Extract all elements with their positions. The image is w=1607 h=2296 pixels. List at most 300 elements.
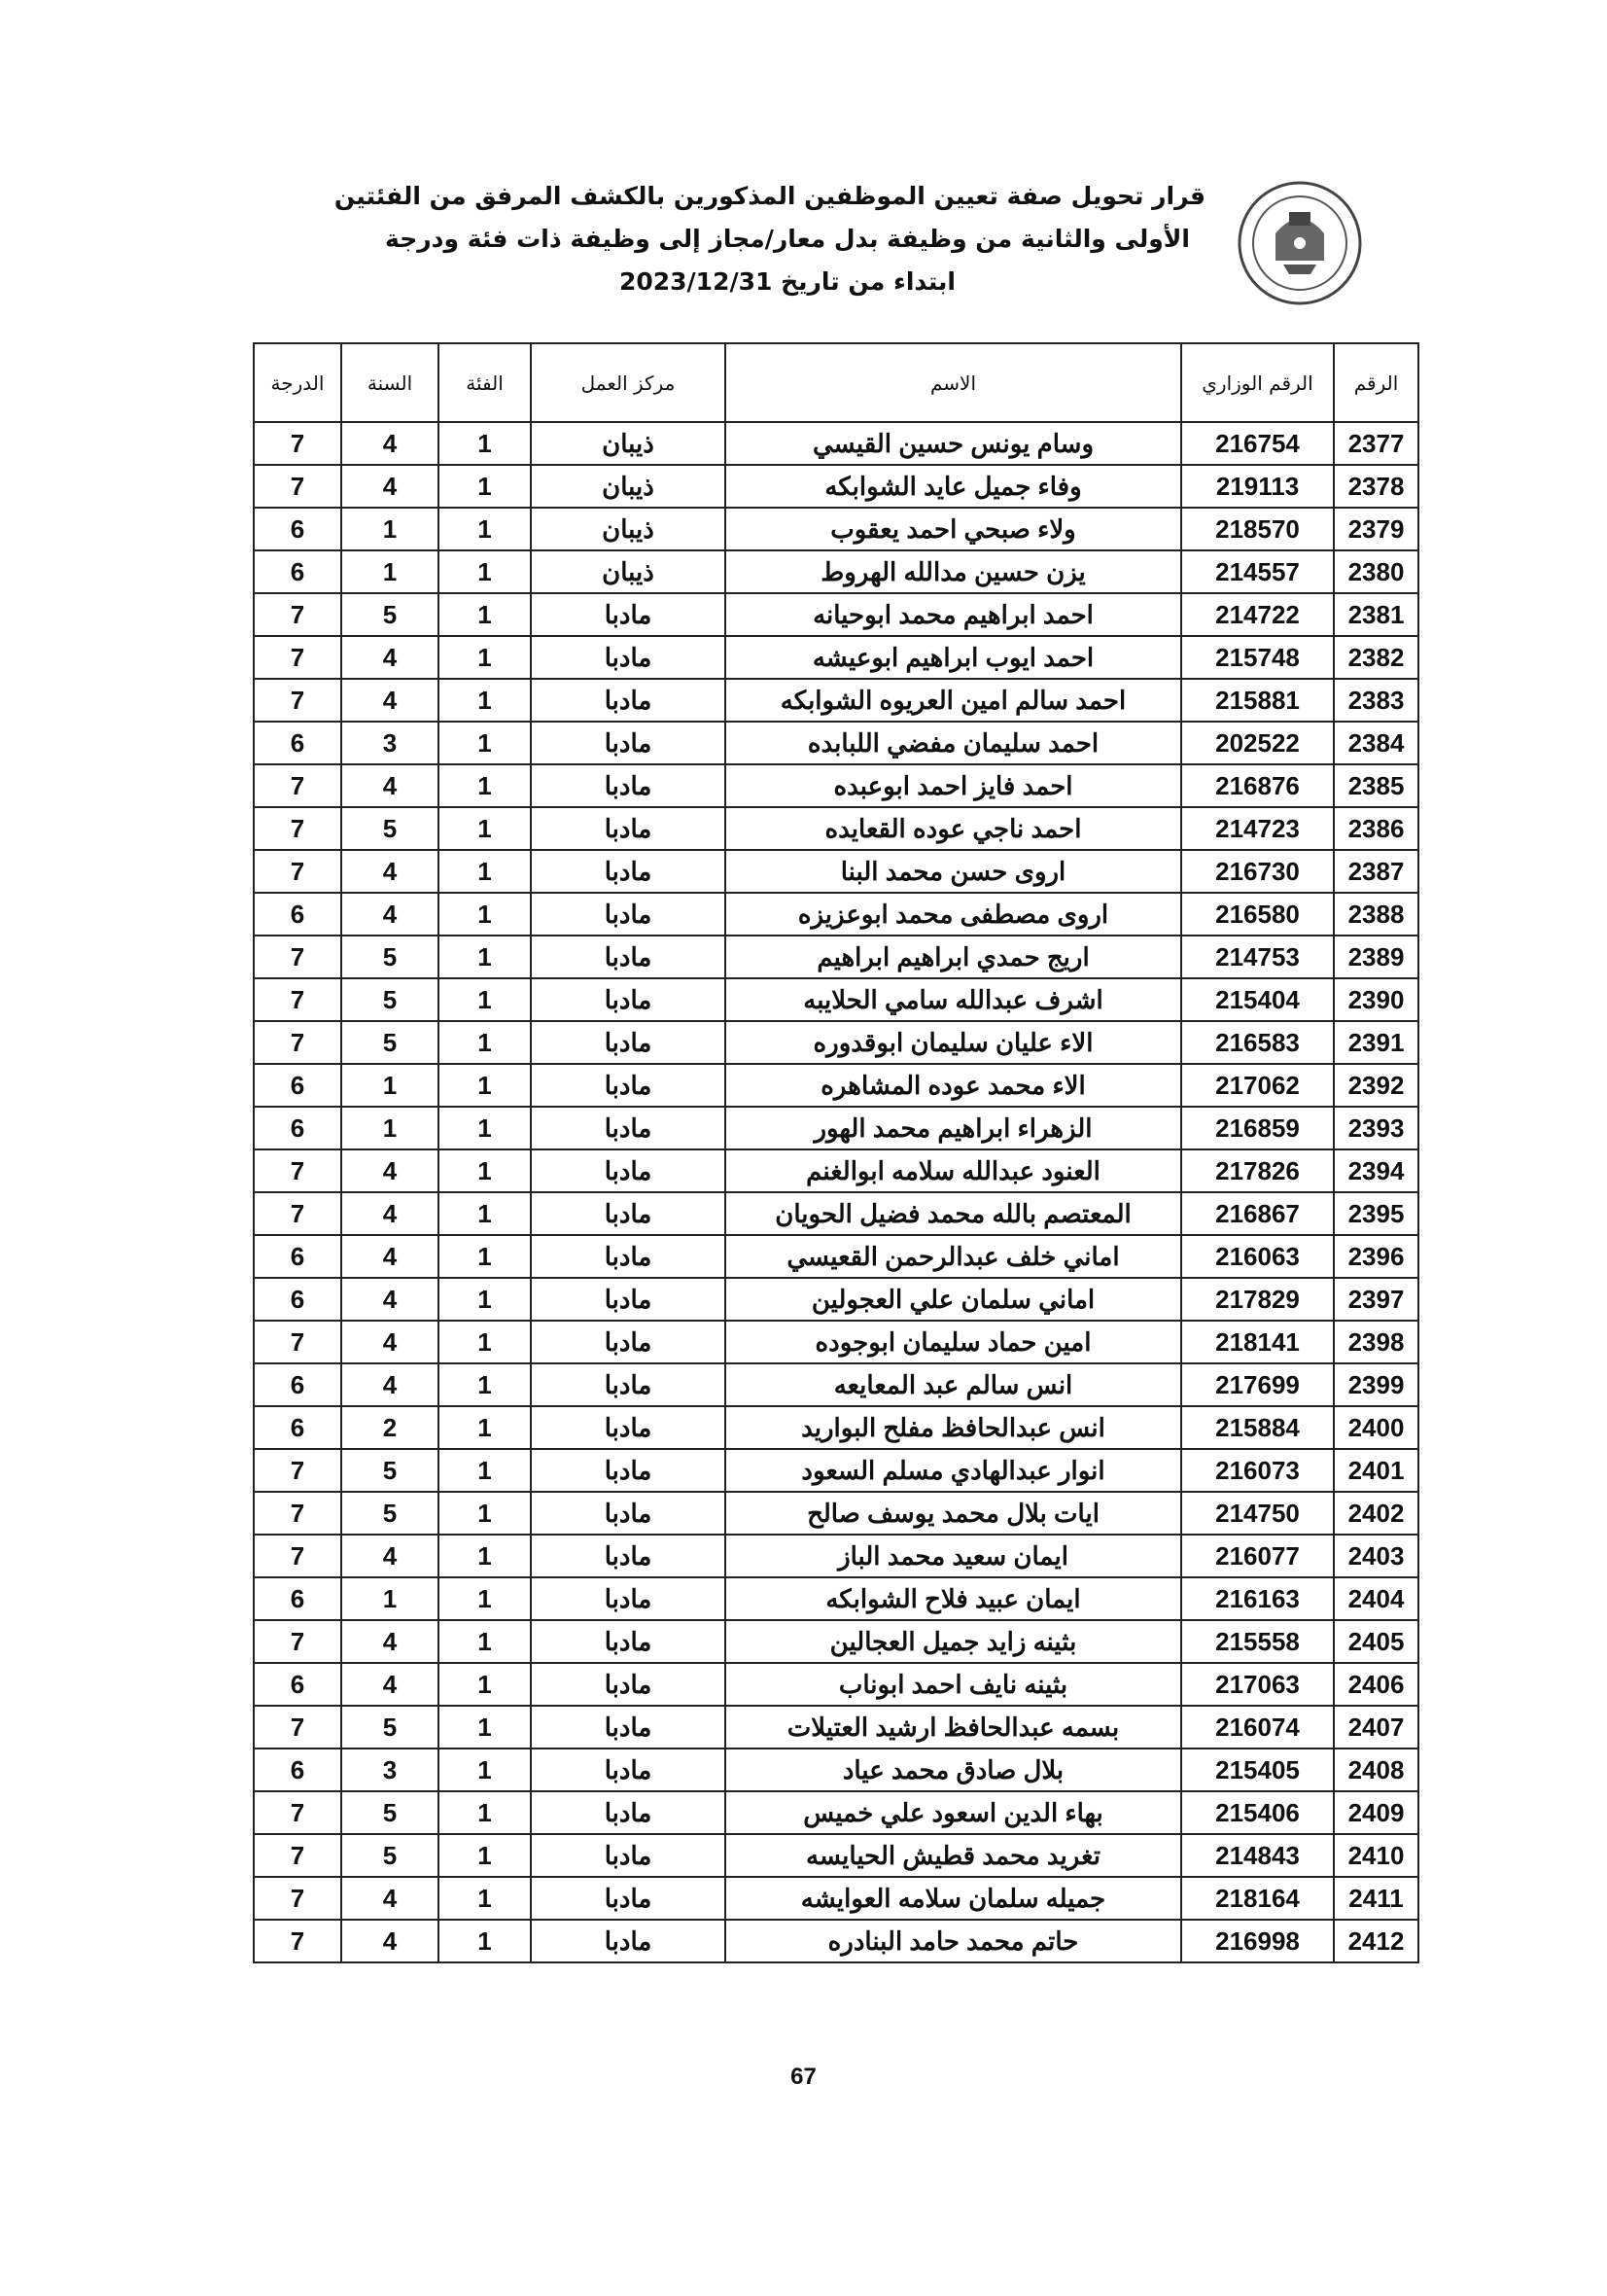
cell-num: 2387: [1334, 850, 1418, 893]
cell-num: 2401: [1334, 1449, 1418, 1492]
cell-category: 1: [438, 1920, 531, 1962]
cell-year: 1: [341, 508, 438, 550]
cell-category: 1: [438, 1192, 531, 1235]
cell-name: بثينه زايد جميل العجالين: [725, 1620, 1181, 1663]
cell-ministry-id: 216077: [1181, 1535, 1334, 1577]
table-row: [254, 1706, 1418, 1748]
cell-grade: 6: [254, 722, 341, 764]
cell-num: 2407: [1334, 1706, 1418, 1748]
cell-category: 1: [438, 636, 531, 679]
cell-work-center: مادبا: [531, 1149, 725, 1192]
cell-work-center: مادبا: [531, 1620, 725, 1663]
cell-year: 4: [341, 1363, 438, 1406]
cell-work-center: مادبا: [531, 1706, 725, 1748]
cell-year: 5: [341, 593, 438, 636]
cell-year: 4: [341, 1192, 438, 1235]
cell-year: 3: [341, 722, 438, 764]
cell-ministry-id: 214750: [1181, 1492, 1334, 1535]
table-row: [254, 1363, 1418, 1406]
table-row: [254, 465, 1418, 508]
cell-ministry-id: 214843: [1181, 1834, 1334, 1877]
cell-work-center: مادبا: [531, 1363, 725, 1406]
table-row: [254, 1920, 1418, 1962]
cell-num: 2398: [1334, 1321, 1418, 1363]
cell-work-center: مادبا: [531, 1064, 725, 1107]
cell-year: 4: [341, 1235, 438, 1278]
cell-grade: 7: [254, 1920, 341, 1962]
cell-work-center: مادبا: [531, 764, 725, 807]
cell-category: 1: [438, 1064, 531, 1107]
cell-work-center: مادبا: [531, 636, 725, 679]
cell-ministry-id: 202522: [1181, 722, 1334, 764]
cell-grade: 7: [254, 1192, 341, 1235]
cell-category: 1: [438, 465, 531, 508]
cell-grade: 6: [254, 1663, 341, 1706]
cell-ministry-id: 218141: [1181, 1321, 1334, 1363]
cell-category: 1: [438, 1021, 531, 1064]
table-row: [254, 1663, 1418, 1706]
cell-ministry-id: 216876: [1181, 764, 1334, 807]
col-header-ministry-id: الرقم الوزاري: [1181, 343, 1334, 422]
col-header-num: الرقم: [1334, 343, 1418, 422]
col-header-category: الفئة: [438, 343, 531, 422]
cell-work-center: مادبا: [531, 1535, 725, 1577]
cell-ministry-id: 216583: [1181, 1021, 1334, 1064]
cell-year: 5: [341, 1492, 438, 1535]
cell-year: 1: [341, 1577, 438, 1620]
table-row: [254, 1877, 1418, 1920]
cell-name: اماني خلف عبدالرحمن القعيسي: [725, 1235, 1181, 1278]
cell-category: 1: [438, 1834, 531, 1877]
cell-year: 4: [341, 893, 438, 936]
cell-ministry-id: 216074: [1181, 1706, 1334, 1748]
cell-work-center: مادبا: [531, 1278, 725, 1321]
cell-year: 5: [341, 978, 438, 1021]
cell-name: اروى مصطفى محمد ابوعزيزه: [725, 893, 1181, 936]
table-row: [254, 1449, 1418, 1492]
cell-year: 4: [341, 1877, 438, 1920]
cell-num: 2389: [1334, 936, 1418, 978]
cell-grade: 6: [254, 1748, 341, 1791]
cell-year: 4: [341, 679, 438, 722]
cell-name: المعتصم بالله محمد فضيل الحويان: [725, 1192, 1181, 1235]
cell-year: 4: [341, 1535, 438, 1577]
col-header-name: الاسم: [725, 343, 1181, 422]
cell-year: 4: [341, 764, 438, 807]
table-row: [254, 893, 1418, 936]
cell-num: 2395: [1334, 1192, 1418, 1235]
cell-name: العنود عبدالله سلامه ابوالغنم: [725, 1149, 1181, 1192]
cell-grade: 7: [254, 1706, 341, 1748]
cell-name: احمد ايوب ابراهيم ابوعيشه: [725, 636, 1181, 679]
table-row: [254, 1107, 1418, 1149]
cell-grade: 6: [254, 1235, 341, 1278]
cell-num: 2391: [1334, 1021, 1418, 1064]
cell-category: 1: [438, 1321, 531, 1363]
col-header-grade: الدرجة: [254, 343, 341, 422]
cell-category: 1: [438, 1149, 531, 1192]
table-row: [254, 1406, 1418, 1449]
cell-ministry-id: 218570: [1181, 508, 1334, 550]
table-row: [254, 1834, 1418, 1877]
cell-category: 1: [438, 1406, 531, 1449]
table-row: [254, 722, 1418, 764]
cell-work-center: ذيبان: [531, 422, 725, 465]
table-row: [254, 1791, 1418, 1834]
cell-year: 1: [341, 550, 438, 593]
cell-name: اماني سلمان علي العجولين: [725, 1278, 1181, 1321]
cell-grade: 7: [254, 465, 341, 508]
cell-name: احمد ناجي عوده القعايده: [725, 807, 1181, 850]
cell-grade: 7: [254, 679, 341, 722]
cell-category: 1: [438, 722, 531, 764]
cell-num: 2393: [1334, 1107, 1418, 1149]
cell-grade: 7: [254, 1492, 341, 1535]
table-row: [254, 1492, 1418, 1535]
cell-name: جميله سلمان سلامه العوايشه: [725, 1877, 1181, 1920]
cell-category: 1: [438, 936, 531, 978]
cell-category: 1: [438, 1449, 531, 1492]
page-number: 67: [790, 2064, 817, 2090]
cell-num: 2408: [1334, 1748, 1418, 1791]
cell-category: 1: [438, 679, 531, 722]
cell-category: 1: [438, 1791, 531, 1834]
cell-category: 1: [438, 893, 531, 936]
cell-name: احمد سليمان مفضي اللبابده: [725, 722, 1181, 764]
cell-name: انس سالم عبد المعايعه: [725, 1363, 1181, 1406]
cell-category: 1: [438, 978, 531, 1021]
cell-name: الاء محمد عوده المشاهره: [725, 1064, 1181, 1107]
cell-name: احمد سالم امين العريوه الشوابكه: [725, 679, 1181, 722]
cell-year: 5: [341, 936, 438, 978]
cell-num: 2392: [1334, 1064, 1418, 1107]
cell-name: امين حماد سليمان ابوجوده: [725, 1321, 1181, 1363]
cell-category: 1: [438, 1620, 531, 1663]
cell-year: 4: [341, 1278, 438, 1321]
cell-name: الاء عليان سليمان ابوقدوره: [725, 1021, 1181, 1064]
cell-num: 2405: [1334, 1620, 1418, 1663]
cell-name: بثينه نايف احمد ابوناب: [725, 1663, 1181, 1706]
cell-year: 4: [341, 1321, 438, 1363]
cell-grade: 7: [254, 850, 341, 893]
cell-work-center: مادبا: [531, 1920, 725, 1962]
cell-year: 4: [341, 422, 438, 465]
cell-work-center: مادبا: [531, 1107, 725, 1149]
cell-grade: 7: [254, 422, 341, 465]
cell-grade: 6: [254, 1107, 341, 1149]
cell-ministry-id: 215558: [1181, 1620, 1334, 1663]
cell-ministry-id: 215884: [1181, 1406, 1334, 1449]
table-body: [254, 422, 1418, 1962]
cell-year: 5: [341, 807, 438, 850]
cell-year: 5: [341, 1834, 438, 1877]
cell-num: 2404: [1334, 1577, 1418, 1620]
table-row: [254, 850, 1418, 893]
cell-category: 1: [438, 508, 531, 550]
cell-num: 2381: [1334, 593, 1418, 636]
cell-work-center: مادبا: [531, 1834, 725, 1877]
cell-grade: 7: [254, 1321, 341, 1363]
cell-grade: 7: [254, 593, 341, 636]
cell-work-center: مادبا: [531, 850, 725, 893]
cell-name: ايمان عبيد فلاح الشوابكه: [725, 1577, 1181, 1620]
cell-name: بسمه عبدالحافظ ارشيد العتيلات: [725, 1706, 1181, 1748]
cell-work-center: مادبا: [531, 978, 725, 1021]
cell-year: 4: [341, 1620, 438, 1663]
table-row: [254, 1278, 1418, 1321]
table-row: [254, 764, 1418, 807]
cell-ministry-id: 217062: [1181, 1064, 1334, 1107]
table-row: [254, 679, 1418, 722]
header-line-3: ابتداء من تاريخ 2023/12/31: [618, 267, 957, 296]
cell-name: اشرف عبدالله سامي الحلايبه: [725, 978, 1181, 1021]
cell-grade: 6: [254, 1406, 341, 1449]
cell-year: 5: [341, 1791, 438, 1834]
header-line-2: الأولى والثانية من وظيفة بدل معار/مجاز إلى وظيفة ذات فئة ودرجة: [385, 225, 1190, 253]
cell-work-center: مادبا: [531, 1748, 725, 1791]
cell-num: 2400: [1334, 1406, 1418, 1449]
table-row: [254, 978, 1418, 1021]
cell-num: 2409: [1334, 1791, 1418, 1834]
cell-work-center: مادبا: [531, 1406, 725, 1449]
cell-ministry-id: 216859: [1181, 1107, 1334, 1149]
cell-ministry-id: 218164: [1181, 1877, 1334, 1920]
table-row: [254, 1021, 1418, 1064]
cell-grade: 7: [254, 636, 341, 679]
cell-work-center: مادبا: [531, 1192, 725, 1235]
table-row: [254, 1149, 1418, 1192]
cell-year: 4: [341, 850, 438, 893]
cell-year: 4: [341, 465, 438, 508]
cell-num: 2397: [1334, 1278, 1418, 1321]
cell-work-center: مادبا: [531, 1492, 725, 1535]
table-row: [254, 807, 1418, 850]
table-row: [254, 636, 1418, 679]
cell-num: 2377: [1334, 422, 1418, 465]
table-row: [254, 550, 1418, 593]
table-row: [254, 508, 1418, 550]
cell-category: 1: [438, 807, 531, 850]
cell-name: وسام يونس حسين القيسي: [725, 422, 1181, 465]
cell-num: 2380: [1334, 550, 1418, 593]
cell-num: 2386: [1334, 807, 1418, 850]
cell-grade: 6: [254, 1577, 341, 1620]
cell-grade: 6: [254, 1363, 341, 1406]
cell-work-center: مادبا: [531, 1577, 725, 1620]
cell-ministry-id: 214557: [1181, 550, 1334, 593]
cell-year: 5: [341, 1706, 438, 1748]
cell-category: 1: [438, 1492, 531, 1535]
cell-work-center: مادبا: [531, 1449, 725, 1492]
cell-name: بهاء الدين اسعود علي خميس: [725, 1791, 1181, 1834]
cell-num: 2406: [1334, 1663, 1418, 1706]
table-row: [254, 1321, 1418, 1363]
cell-work-center: ذيبان: [531, 550, 725, 593]
cell-grade: 6: [254, 550, 341, 593]
cell-num: 2399: [1334, 1363, 1418, 1406]
cell-name: ولاء صبحي احمد يعقوب: [725, 508, 1181, 550]
cell-num: 2394: [1334, 1149, 1418, 1192]
cell-name: اريج حمدي ابراهيم ابراهيم: [725, 936, 1181, 978]
cell-num: 2390: [1334, 978, 1418, 1021]
cell-year: 4: [341, 1920, 438, 1962]
cell-year: 4: [341, 1149, 438, 1192]
cell-work-center: مادبا: [531, 1235, 725, 1278]
cell-ministry-id: 214722: [1181, 593, 1334, 636]
cell-work-center: مادبا: [531, 893, 725, 936]
cell-ministry-id: 216730: [1181, 850, 1334, 893]
cell-grade: 6: [254, 1064, 341, 1107]
cell-grade: 7: [254, 1535, 341, 1577]
cell-ministry-id: 217826: [1181, 1149, 1334, 1192]
cell-name: ايات بلال محمد يوسف صالح: [725, 1492, 1181, 1535]
cell-name: انس عبدالحافظ مفلح البواريد: [725, 1406, 1181, 1449]
cell-year: 1: [341, 1064, 438, 1107]
cell-num: 2396: [1334, 1235, 1418, 1278]
cell-grade: 7: [254, 1021, 341, 1064]
cell-num: 2388: [1334, 893, 1418, 936]
cell-num: 2412: [1334, 1920, 1418, 1962]
cell-year: 5: [341, 1449, 438, 1492]
cell-category: 1: [438, 1748, 531, 1791]
header-line-1: قرار تحويل صفة تعيين الموظفين المذكورين بالكشف المرفق من الفئتين: [333, 182, 1205, 210]
cell-work-center: مادبا: [531, 807, 725, 850]
ministry-emblem-seal-icon: [1205, 175, 1395, 311]
cell-work-center: مادبا: [531, 679, 725, 722]
cell-ministry-id: 215406: [1181, 1791, 1334, 1834]
cell-ministry-id: 216063: [1181, 1235, 1334, 1278]
cell-category: 1: [438, 1107, 531, 1149]
cell-category: 1: [438, 1577, 531, 1620]
cell-grade: 7: [254, 1620, 341, 1663]
cell-category: 1: [438, 422, 531, 465]
cell-name: ايمان سعيد محمد الباز: [725, 1535, 1181, 1577]
cell-name: احمد ابراهيم محمد ابوحيانه: [725, 593, 1181, 636]
cell-work-center: ذيبان: [531, 508, 725, 550]
cell-work-center: مادبا: [531, 936, 725, 978]
cell-grade: 6: [254, 893, 341, 936]
table-row: [254, 593, 1418, 636]
cell-category: 1: [438, 1663, 531, 1706]
cell-num: 2384: [1334, 722, 1418, 764]
cell-ministry-id: 216867: [1181, 1192, 1334, 1235]
cell-year: 3: [341, 1748, 438, 1791]
cell-name: احمد فايز احمد ابوعبده: [725, 764, 1181, 807]
cell-grade: 7: [254, 764, 341, 807]
cell-grade: 7: [254, 1877, 341, 1920]
cell-work-center: مادبا: [531, 1877, 725, 1920]
table-row: [254, 1620, 1418, 1663]
cell-year: 1: [341, 1107, 438, 1149]
table-row: [254, 1192, 1418, 1235]
cell-grade: 7: [254, 1834, 341, 1877]
cell-num: 2383: [1334, 679, 1418, 722]
cell-ministry-id: 214753: [1181, 936, 1334, 978]
col-header-year: السنة: [341, 343, 438, 422]
table-row: [254, 1748, 1418, 1791]
cell-name: حاتم محمد حامد البنادره: [725, 1920, 1181, 1962]
cell-category: 1: [438, 1877, 531, 1920]
cell-name: وفاء جميل عايد الشوابكه: [725, 465, 1181, 508]
cell-year: 4: [341, 1663, 438, 1706]
cell-work-center: مادبا: [531, 1791, 725, 1834]
employees-table: [253, 342, 1419, 1963]
cell-category: 1: [438, 1706, 531, 1748]
cell-num: 2379: [1334, 508, 1418, 550]
cell-work-center: ذيبان: [531, 465, 725, 508]
cell-year: 4: [341, 636, 438, 679]
cell-name: الزهراء ابراهيم محمد الهور: [725, 1107, 1181, 1149]
cell-ministry-id: 216754: [1181, 422, 1334, 465]
cell-grade: 7: [254, 936, 341, 978]
cell-ministry-id: 214723: [1181, 807, 1334, 850]
cell-category: 1: [438, 850, 531, 893]
cell-num: 2403: [1334, 1535, 1418, 1577]
cell-name: اروى حسن محمد البنا: [725, 850, 1181, 893]
cell-ministry-id: 217699: [1181, 1363, 1334, 1406]
cell-work-center: مادبا: [531, 593, 725, 636]
cell-category: 1: [438, 1235, 531, 1278]
cell-year: 5: [341, 1021, 438, 1064]
cell-category: 1: [438, 1278, 531, 1321]
cell-ministry-id: 216580: [1181, 893, 1334, 936]
document-header: [333, 175, 1205, 303]
cell-num: 2378: [1334, 465, 1418, 508]
cell-num: 2411: [1334, 1877, 1418, 1920]
cell-grade: 7: [254, 1149, 341, 1192]
cell-ministry-id: 216163: [1181, 1577, 1334, 1620]
cell-grade: 7: [254, 807, 341, 850]
cell-num: 2410: [1334, 1834, 1418, 1877]
cell-name: تغريد محمد قطيش الحيايسه: [725, 1834, 1181, 1877]
cell-ministry-id: 216073: [1181, 1449, 1334, 1492]
table-row: [254, 422, 1418, 465]
cell-work-center: مادبا: [531, 722, 725, 764]
cell-work-center: مادبا: [531, 1663, 725, 1706]
cell-category: 1: [438, 550, 531, 593]
table-header-row: [254, 343, 1418, 422]
cell-year: 2: [341, 1406, 438, 1449]
cell-grade: 7: [254, 1449, 341, 1492]
cell-work-center: مادبا: [531, 1321, 725, 1363]
cell-ministry-id: 215405: [1181, 1748, 1334, 1791]
cell-ministry-id: 215881: [1181, 679, 1334, 722]
table-row: [254, 936, 1418, 978]
cell-num: 2382: [1334, 636, 1418, 679]
cell-ministry-id: 217829: [1181, 1278, 1334, 1321]
table-row: [254, 1535, 1418, 1577]
cell-name: يزن حسين مدالله الهروط: [725, 550, 1181, 593]
table-row: [254, 1064, 1418, 1107]
cell-name: انوار عبدالهادي مسلم السعود: [725, 1449, 1181, 1492]
table-row: [254, 1235, 1418, 1278]
cell-category: 1: [438, 593, 531, 636]
cell-ministry-id: 215748: [1181, 636, 1334, 679]
table-row: [254, 1577, 1418, 1620]
cell-name: بلال صادق محمد عياد: [725, 1748, 1181, 1791]
cell-num: 2402: [1334, 1492, 1418, 1535]
cell-category: 1: [438, 764, 531, 807]
cell-grade: 6: [254, 1278, 341, 1321]
cell-category: 1: [438, 1363, 531, 1406]
cell-grade: 7: [254, 978, 341, 1021]
cell-grade: 7: [254, 1791, 341, 1834]
cell-ministry-id: 219113: [1181, 465, 1334, 508]
cell-work-center: مادبا: [531, 1021, 725, 1064]
cell-num: 2385: [1334, 764, 1418, 807]
col-header-work-center: مركز العمل: [531, 343, 725, 422]
cell-grade: 6: [254, 508, 341, 550]
